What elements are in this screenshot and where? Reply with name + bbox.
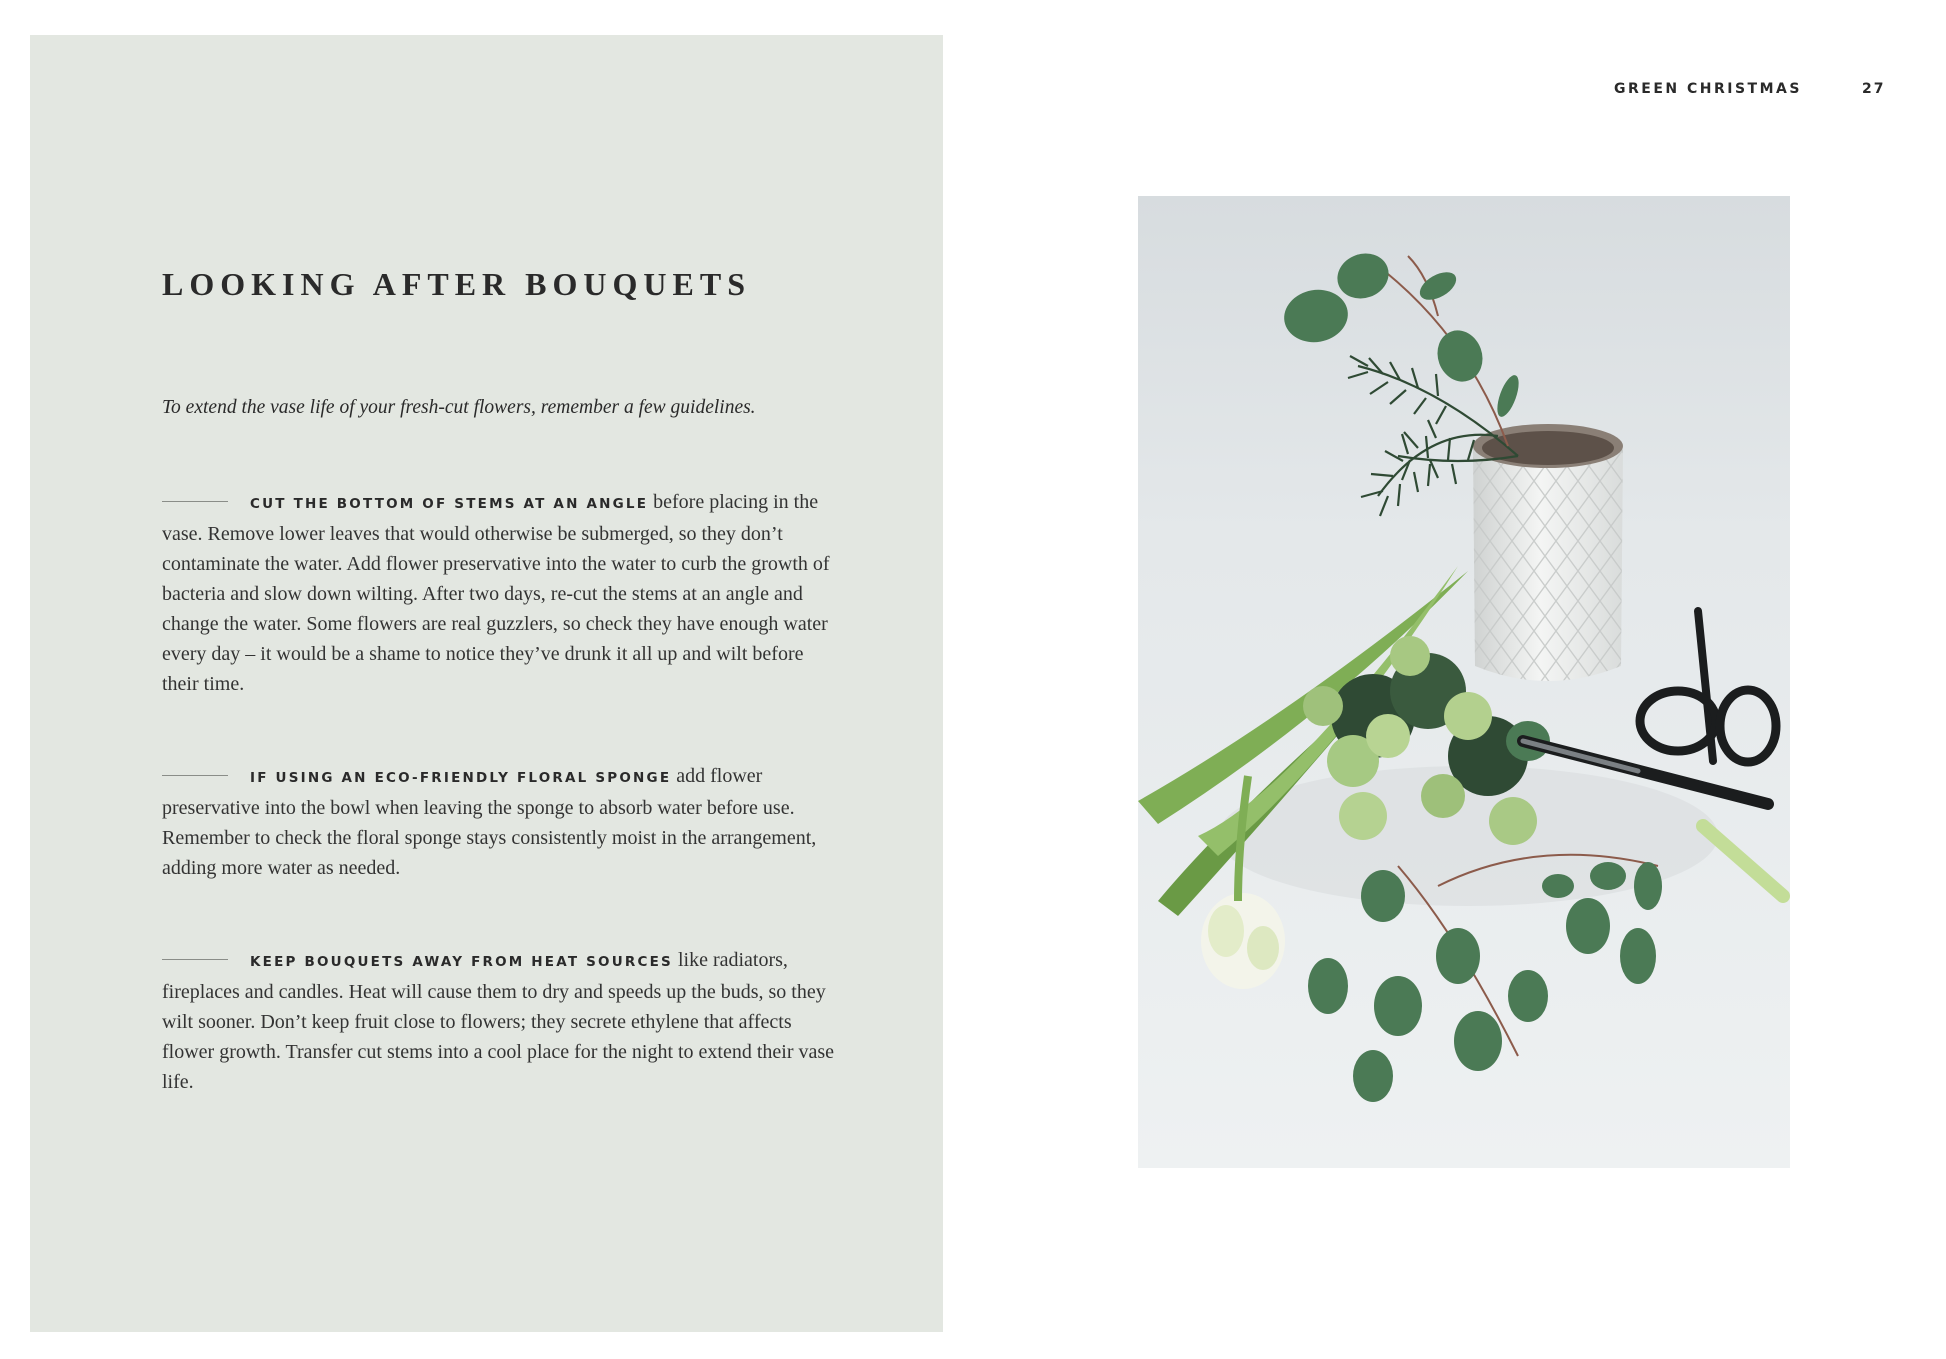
tip-text: like radiators, fireplaces and candles. Heat will cause them to dry and speeds up the buds, so they wilt sooner. Don’t keep fruit close to flowers; they secrete ethylene that affects flower growth. Transfer cut stems into a cool place for the night to extend their vase life. [162, 949, 835, 1093]
tip-text: before placing in the vase. Remove lower leaves that would otherwise be submerged, so they don’t contaminate the water. Add flower preservative into the water to curb the growth of bacteria and slow down wilting. After two days, re-cut the stems at an angle and change the water. Some flowers are real guzzlers, so check they have enough water every day – it would be a shame to notice they’ve drunk it all up and wilt before their time. [162, 491, 830, 695]
page-number: 27 [1862, 81, 1886, 97]
vase [1473, 424, 1623, 681]
tip-lead: IF USING AN ECO-FRIENDLY FLORAL SPONGE [250, 770, 672, 786]
intro-paragraph: To extend the vase life of your fresh-cut flowers, remember a few guidelines. [162, 397, 756, 418]
bouquet-illustration [1138, 196, 1790, 1168]
running-head: GREEN CHRISTMAS [1614, 81, 1802, 97]
tip-rule [162, 775, 228, 776]
cut-stem [1703, 826, 1783, 896]
page-title: LOOKING AFTER BOUQUETS [162, 266, 751, 302]
bouquet-photo [1138, 196, 1790, 1168]
tip-lead: CUT THE BOTTOM OF STEMS AT AN ANGLE [250, 496, 649, 512]
tip-paragraph [162, 945, 842, 1097]
tip-paragraph [162, 761, 842, 883]
tip-rule [162, 501, 228, 502]
tip-text: add flower preservative into the bowl when leaving the sponge to absorb water before use. Remember to check the floral sponge stays consistently moist in the arrangement, adding more water as needed. [162, 765, 817, 879]
tip-paragraph [162, 487, 842, 699]
tip-lead: KEEP BOUQUETS AWAY FROM HEAT SOURCES [250, 954, 673, 970]
tip-rule [162, 959, 228, 960]
